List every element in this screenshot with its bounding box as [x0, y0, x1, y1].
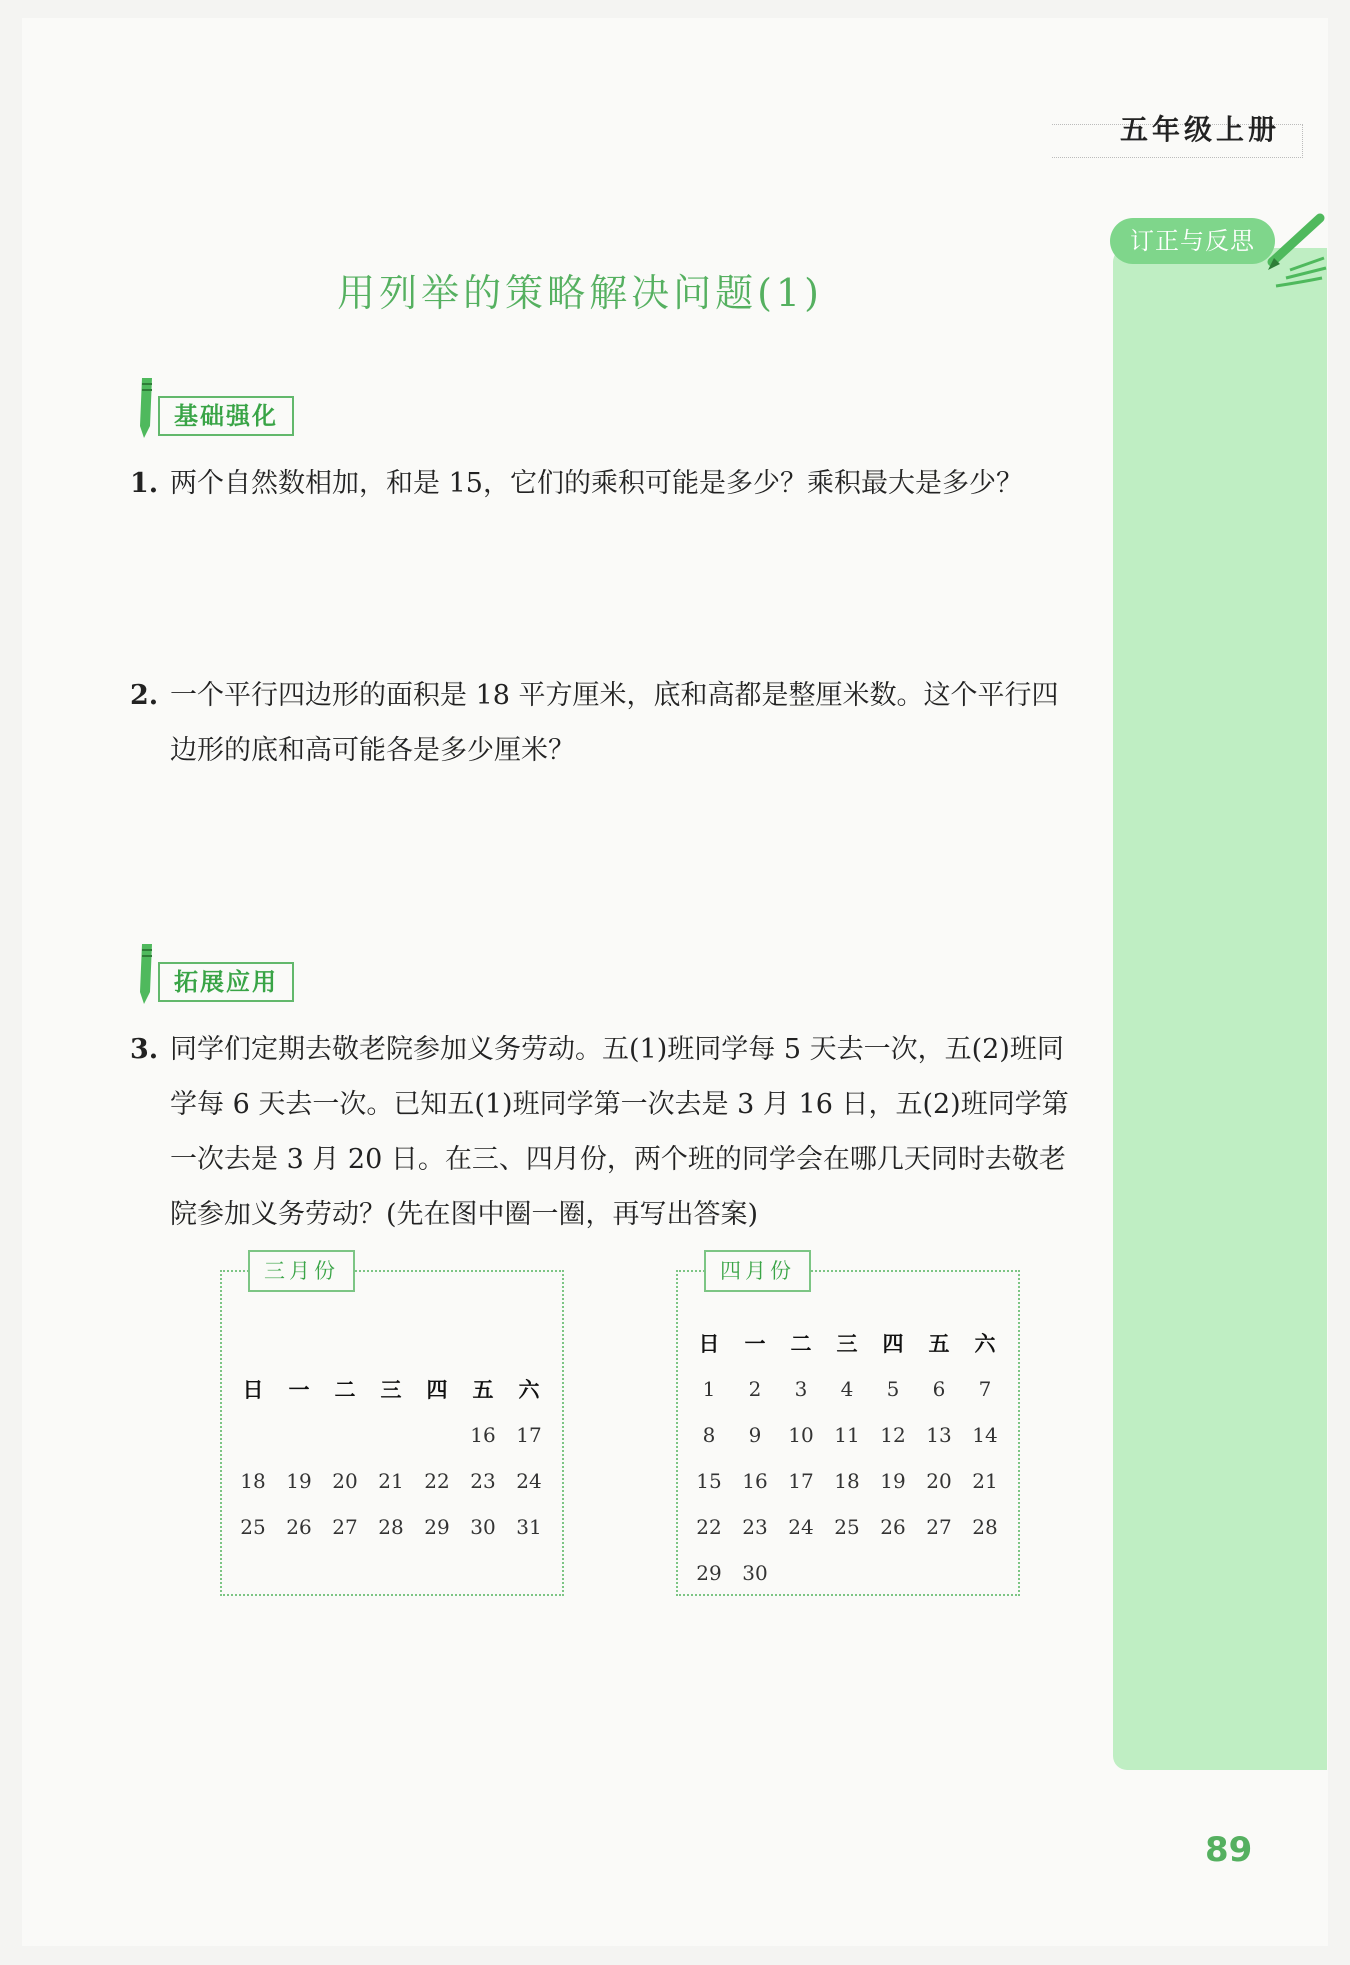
day-cell[interactable]: 11 [834, 1423, 860, 1447]
day-cell[interactable] [322, 1412, 368, 1458]
day-cell[interactable] [778, 1550, 824, 1596]
week-row [686, 1412, 1008, 1458]
day-cell[interactable]: 18 [834, 1469, 860, 1493]
weekday: 三 [380, 1378, 402, 1402]
day-cell[interactable]: 8 [702, 1423, 716, 1447]
question-text: 同学们定期去敬老院参加义务劳动。五(1)班同学每 5 天去一次，五(2)班同学每 6 天去一次。已知五(1)班同学第一次去是 3 月 16 日，五(2)班同学第一次去是 3 月 20 日。在三、四月份，两个班的同学会在哪几天同时去敬老院参加义务劳动？(先在图中圈一圈，再写出答案) [170, 1034, 1069, 1230]
day-cell[interactable]: 21 [972, 1469, 998, 1493]
day-cell[interactable]: 27 [332, 1515, 358, 1539]
day-cell[interactable]: 19 [880, 1469, 906, 1493]
day-cell[interactable]: 24 [788, 1515, 814, 1539]
day-cell[interactable]: 1 [702, 1377, 716, 1401]
day-cell[interactable]: 12 [880, 1423, 906, 1447]
day-cell[interactable]: 24 [516, 1469, 542, 1493]
day-cell[interactable]: 17 [516, 1423, 542, 1447]
day-cell[interactable]: 6 [932, 1377, 946, 1401]
day-cell[interactable]: 27 [926, 1515, 952, 1539]
weekday: 六 [974, 1332, 996, 1356]
calendar-table [230, 1366, 552, 1550]
weekday-row [230, 1366, 552, 1412]
calendar-title: 四月份 [704, 1250, 811, 1292]
weekday: 四 [882, 1332, 904, 1356]
weekday: 二 [790, 1332, 812, 1356]
week-row [686, 1366, 1008, 1412]
question-3 [130, 1022, 1078, 1242]
day-cell[interactable]: 15 [696, 1469, 722, 1493]
week-row [230, 1412, 552, 1458]
question-1 [130, 456, 1070, 511]
day-cell[interactable]: 22 [424, 1469, 450, 1493]
weekday: 三 [836, 1332, 858, 1356]
page-number: 89 [1205, 1830, 1253, 1870]
week-row [686, 1458, 1008, 1504]
day-cell[interactable]: 25 [834, 1515, 860, 1539]
week-row [230, 1504, 552, 1550]
week-row [230, 1458, 552, 1504]
question-text: 一个平行四边形的面积是 18 平方厘米，底和高都是整厘米数。这个平行四边形的底和高可能各是多少厘米？ [170, 680, 1059, 766]
day-cell[interactable]: 23 [470, 1469, 496, 1493]
weekday-row [686, 1320, 1008, 1366]
day-cell[interactable]: 29 [424, 1515, 450, 1539]
day-cell[interactable]: 16 [742, 1469, 768, 1493]
weekday: 日 [242, 1378, 264, 1402]
calendar-april [676, 1259, 1020, 1596]
day-cell[interactable]: 10 [788, 1423, 814, 1447]
day-cell[interactable]: 7 [978, 1377, 992, 1401]
day-cell[interactable] [368, 1412, 414, 1458]
day-cell[interactable]: 16 [470, 1423, 496, 1447]
day-cell[interactable]: 26 [286, 1515, 312, 1539]
question-number: 2. [130, 680, 159, 711]
section-basic-label: 基础强化 [158, 396, 294, 436]
calendar-title: 三月份 [248, 1250, 355, 1292]
day-cell[interactable] [276, 1412, 322, 1458]
day-cell[interactable]: 23 [742, 1515, 768, 1539]
day-cell[interactable] [230, 1412, 276, 1458]
day-cell[interactable]: 25 [240, 1515, 266, 1539]
day-cell[interactable] [962, 1550, 1008, 1596]
pencil-icon [1262, 212, 1332, 288]
day-cell[interactable]: 3 [794, 1377, 808, 1401]
calendar-march [220, 1259, 564, 1596]
day-cell[interactable]: 30 [470, 1515, 496, 1539]
week-row [686, 1550, 1008, 1596]
day-cell[interactable]: 9 [748, 1423, 762, 1447]
day-cell[interactable] [870, 1550, 916, 1596]
day-cell[interactable]: 22 [696, 1515, 722, 1539]
day-cell[interactable]: 20 [926, 1469, 952, 1493]
day-cell[interactable]: 14 [972, 1423, 998, 1447]
day-cell[interactable]: 18 [240, 1469, 266, 1493]
day-cell[interactable]: 5 [886, 1377, 900, 1401]
day-cell[interactable]: 4 [840, 1377, 854, 1401]
day-cell[interactable]: 20 [332, 1469, 358, 1493]
section-extend-label: 拓展应用 [158, 962, 294, 1002]
day-cell[interactable]: 31 [516, 1515, 542, 1539]
day-cell[interactable]: 30 [742, 1561, 768, 1585]
grade-label: 五年级上册 [1120, 113, 1281, 146]
day-cell[interactable]: 29 [696, 1561, 722, 1585]
weekday: 五 [472, 1378, 494, 1402]
day-cell[interactable]: 26 [880, 1515, 906, 1539]
question-text: 两个自然数相加，和是 15，它们的乘积可能是多少？乘积最大是多少？ [170, 468, 1023, 499]
question-number: 3. [130, 1034, 159, 1065]
reflection-sidebar [1113, 248, 1327, 1770]
question-number: 1. [130, 468, 159, 499]
week-row [686, 1504, 1008, 1550]
weekday: 日 [698, 1332, 720, 1356]
day-cell[interactable]: 28 [972, 1515, 998, 1539]
day-cell[interactable] [916, 1550, 962, 1596]
question-2 [130, 668, 1078, 778]
weekday: 五 [928, 1332, 950, 1356]
reflection-label: 订正与反思 [1110, 218, 1275, 264]
day-cell[interactable]: 17 [788, 1469, 814, 1493]
day-cell[interactable] [414, 1412, 460, 1458]
calendar-table [686, 1320, 1008, 1596]
day-cell[interactable]: 28 [378, 1515, 404, 1539]
weekday: 一 [288, 1378, 310, 1402]
day-cell[interactable]: 19 [286, 1469, 312, 1493]
weekday: 二 [334, 1378, 356, 1402]
page-title: 用列举的策略解决问题(1) [337, 271, 823, 315]
weekday: 四 [426, 1378, 448, 1402]
weekday: 一 [744, 1332, 766, 1356]
day-cell[interactable] [824, 1550, 870, 1596]
weekday: 六 [518, 1378, 540, 1402]
day-cell[interactable]: 21 [378, 1469, 404, 1493]
day-cell[interactable]: 2 [748, 1377, 762, 1401]
day-cell[interactable]: 13 [926, 1423, 952, 1447]
